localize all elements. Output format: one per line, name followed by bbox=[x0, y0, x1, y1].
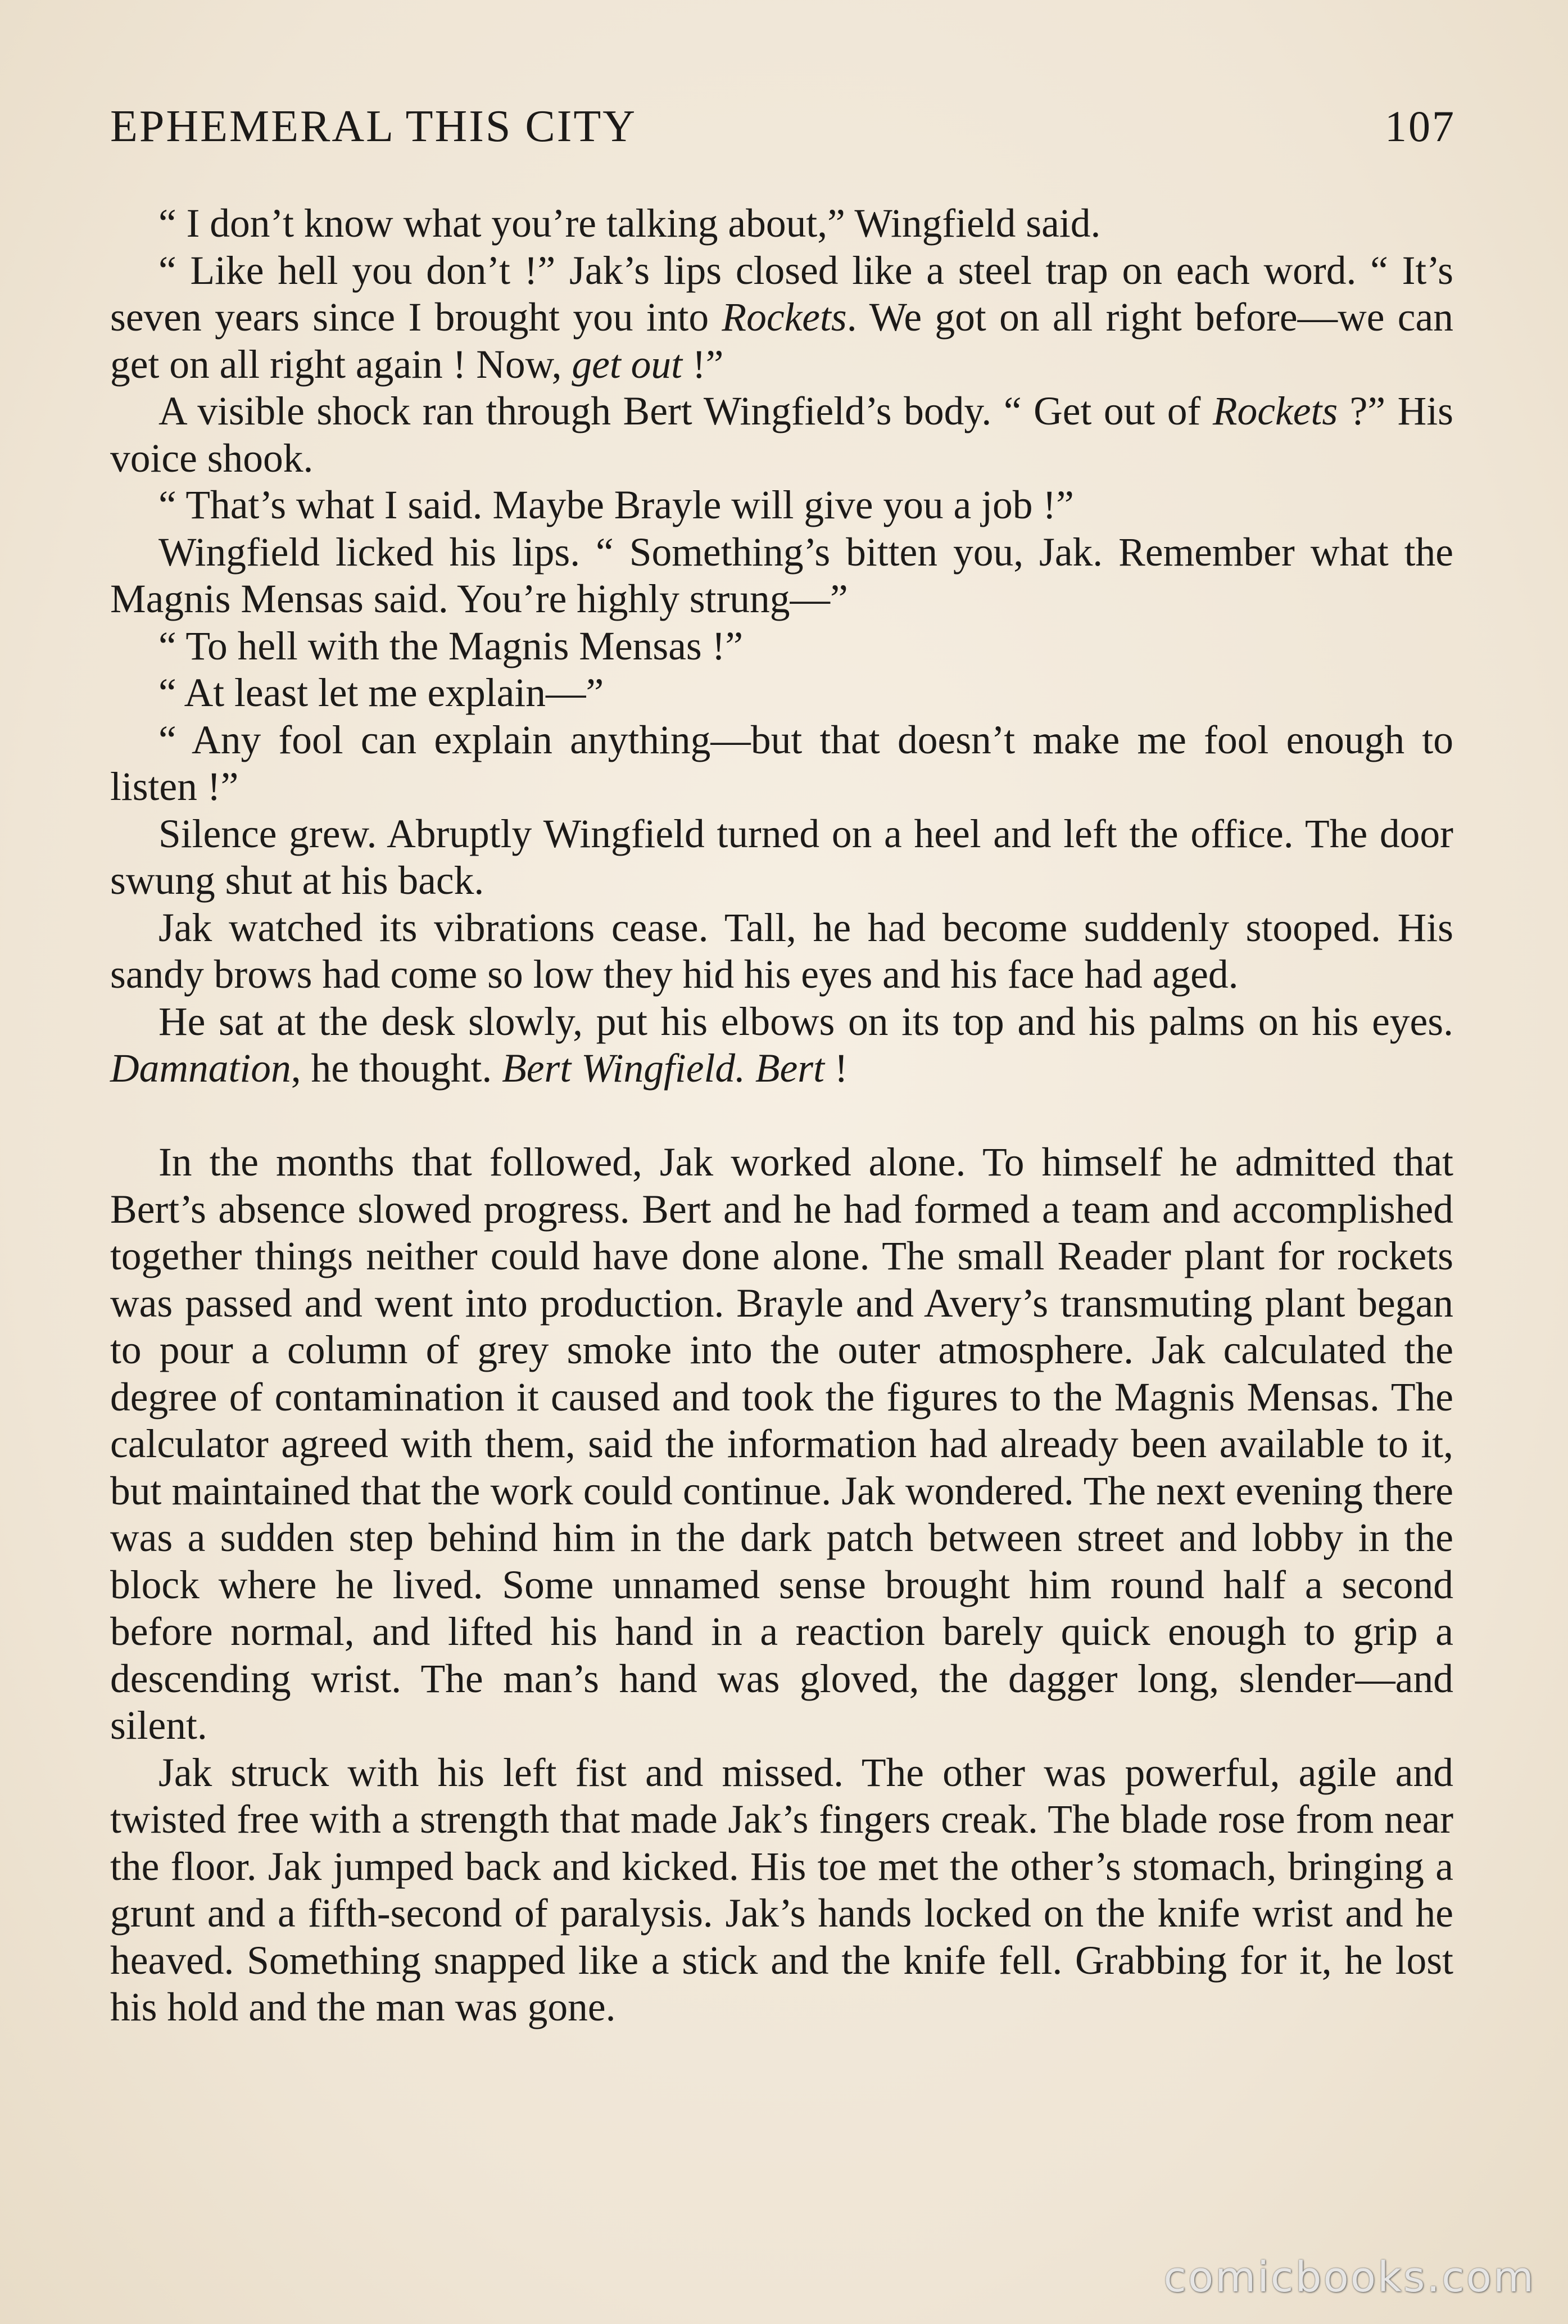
text-run: ?” His voice shook. bbox=[110, 389, 1454, 481]
paragraph bbox=[110, 998, 1453, 1092]
paragraph bbox=[110, 482, 1453, 529]
text-run: He sat at the desk slowly, put his elbows on its top and his palms on his eyes. bbox=[158, 999, 1453, 1044]
paragraph bbox=[110, 1749, 1453, 2031]
body-text bbox=[110, 200, 1453, 2031]
text-run: ! bbox=[824, 1046, 848, 1091]
text-run: “ At least let me explain—” bbox=[158, 671, 604, 715]
text-run: “ Any fool can explain anything—but that doesn’t make me fool enough to listen !” bbox=[110, 717, 1453, 809]
paragraph bbox=[110, 529, 1453, 623]
italic-text: Damnation bbox=[110, 1046, 291, 1091]
text-run: “ I don’t know what you’re talking about,” Wingfield said. bbox=[158, 201, 1101, 246]
text-run: A visible shock ran through Bert Wingfield’s body. “ Get out of bbox=[158, 389, 1213, 433]
running-header bbox=[110, 101, 1456, 157]
text-run: Silence grew. Abruptly Wingfield turned on a heel and left the office. The door swung shut at his back. bbox=[110, 811, 1453, 903]
text-run: Wingfield licked his lips. “ Something’s bitten you, Jak. Remember what the Magnis Mensas said. You’re highly strung—” bbox=[110, 530, 1453, 621]
paragraph bbox=[110, 388, 1453, 482]
paragraph bbox=[110, 623, 1453, 670]
running-title: EPHEMERAL THIS CITY bbox=[110, 102, 637, 151]
text-run: “ To hell with the Magnis Mensas !” bbox=[158, 623, 744, 668]
text-run: In the months that followed, Jak worked alone. To himself he admitted that Bert’s absence slowed progress. Bert and he had formed a team and accomplished together things neither could have done alone. The small Reader plant for rockets was passed and went into production. Brayle and Avery’s transmuting plant began to pour a column of grey smoke into the outer atmosphere. Jak calculated the degree of contamination it caused and took the figures to the Magnis Mensas. The calculator agreed with them, said the information had already been available to it, but maintained that the work could continue. Jak wondered. The next evening there was a sudden step behind him in the dark patch between street and lobby in the block where he lived. Some unnamed sense brought him round half a second before normal, and lifted his hand in a reaction barely quick enough to grip a descending wrist. The man’s hand was gloved, the dagger long, slender—and silent. bbox=[110, 1140, 1453, 1748]
text-run: “ That’s what I said. Maybe Brayle will give you a job !” bbox=[158, 483, 1074, 527]
paragraph bbox=[110, 717, 1453, 811]
text-run: !” bbox=[682, 342, 724, 387]
text-run: , he thought. bbox=[291, 1046, 502, 1091]
text-run: . We got on all right before—we can get on all right again ! Now, bbox=[110, 295, 1453, 387]
paragraph bbox=[110, 905, 1453, 998]
paragraph bbox=[110, 811, 1453, 905]
italic-text: Bert Wingfield. Bert bbox=[502, 1046, 824, 1091]
italic-text: Rockets bbox=[722, 295, 847, 340]
italic-text: Rockets bbox=[1212, 389, 1338, 433]
paragraph bbox=[110, 1139, 1453, 1749]
text-run: “ Like hell you don’t !” Jak’s lips closed like a steel trap on each word. “ It’s seven years since I brought you into bbox=[110, 248, 1453, 340]
italic-text: get out bbox=[572, 342, 682, 387]
paragraph bbox=[110, 200, 1453, 247]
page-number: 107 bbox=[1385, 102, 1456, 151]
text-run: Jak struck with his left fist and missed. The other was powerful, agile and twisted free with a strength that made Jak’s fingers creak. The blade rose from near the floor. Jak jumped back and kicked. His toe met the other’s stomach, bringing a grunt and a fifth-second of paralysis. Jak’s hands locked on the knife wrist and he heaved. Something snapped like a stick and the knife fell. Grabbing for it, he lost his hold and the man was gone. bbox=[110, 1750, 1453, 2029]
watermark: comicbooks.com bbox=[1163, 2253, 1535, 2302]
paragraph bbox=[110, 247, 1453, 388]
text-run: Jak watched its vibrations cease. Tall, he had become suddenly stooped. His sandy brows had come so low they hid his eyes and his face had aged. bbox=[110, 905, 1453, 997]
section-break bbox=[110, 1092, 1453, 1140]
paragraph bbox=[110, 670, 1453, 717]
